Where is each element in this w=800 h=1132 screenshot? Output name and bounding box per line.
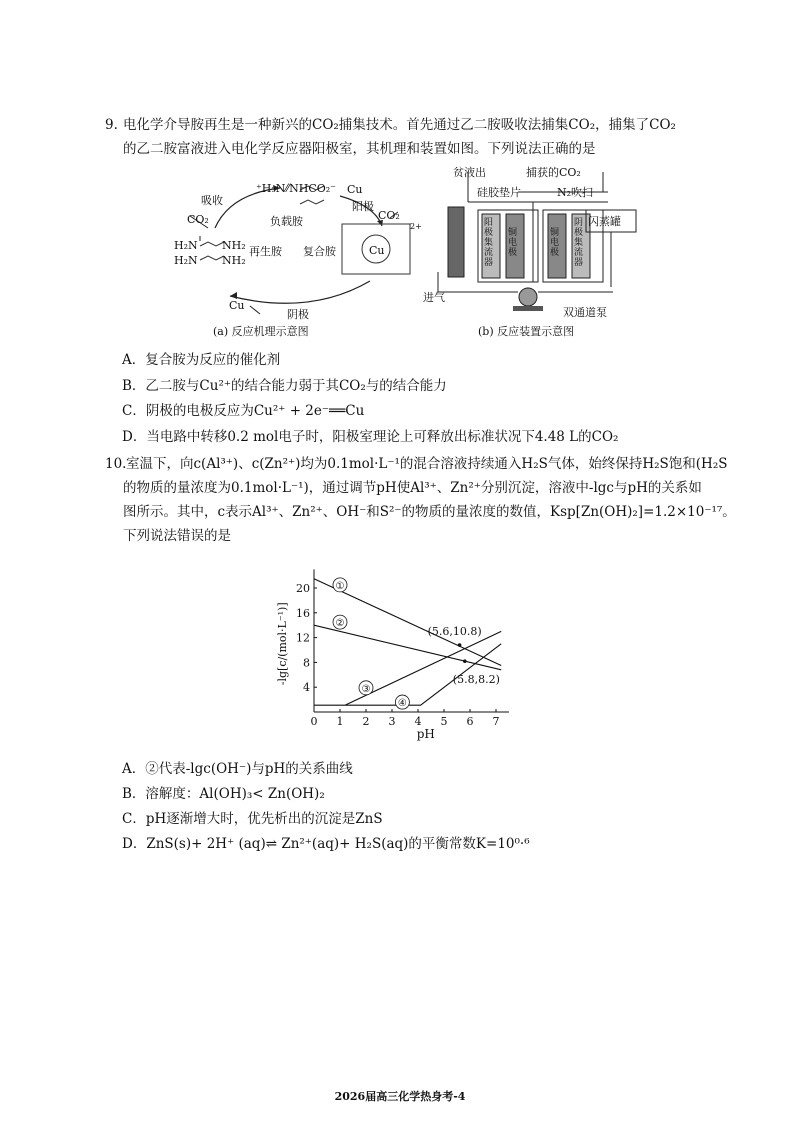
h2n-b: H₂N <box>174 254 198 267</box>
annotation-point <box>458 643 462 647</box>
complex-center-cu: Cu <box>369 244 385 257</box>
copper-electrode-left-label: 铜电极 <box>508 228 518 258</box>
captured-co2-label: 捕获的CO₂ <box>526 166 581 179</box>
y-tick-label: 4 <box>303 681 310 695</box>
figure-b-apparatus <box>418 162 648 317</box>
q10-number: 10. <box>105 456 127 472</box>
x-tick-label: 7 <box>492 715 500 728</box>
option-label: C． <box>122 403 146 419</box>
series-label-3: ③ <box>361 683 371 695</box>
option-text: pH逐渐增大时，优先析出的沉淀是ZnS <box>145 811 383 827</box>
nh2-a: NH₂ <box>222 239 246 252</box>
q9-option-b[interactable] <box>122 377 447 395</box>
x-tick-label: 0 <box>310 715 318 728</box>
option-text: 溶解度：Al(OH)₃< Zn(OH)₂ <box>145 786 325 802</box>
q9-option-c[interactable] <box>122 402 364 420</box>
co2-right-label: CO₂ <box>378 209 400 222</box>
figure-a-caption: (a) 反应机理示意图 <box>213 325 309 338</box>
flash-tank-label: 闪蒸罐 <box>588 215 621 228</box>
gas-in-label: 进气 <box>423 291 445 304</box>
q10-stem-line2: 的物质的量浓度为0.1mol·L⁻¹)，通过调节pH使Al³⁺、Zn²⁺分别沉淀，溶液中-lgc与pH的关系如 <box>123 480 702 496</box>
option-text: 当电路中转移0.2 mol电子时，阳极室理论上可释放出标准状况下4.48 L的CO₂ <box>146 429 619 445</box>
complex-charge: 2+ <box>410 222 422 231</box>
anode-label: 阳极 <box>352 200 374 213</box>
copper-electrode-right-label: 铜电极 <box>550 228 560 258</box>
series-label-2: ② <box>335 618 345 630</box>
lean-out-label: 贫液出 <box>453 166 486 179</box>
q9-stem-line1: 电化学介导胺再生是一种新兴的CO₂捕集技术。首先通过乙二胺吸收法捕集CO₂，捕集了CO₂ <box>123 117 676 133</box>
series-label-1: ① <box>335 580 345 592</box>
x-axis-label: pH <box>416 727 435 741</box>
y-tick-label: 16 <box>296 606 310 620</box>
q9-number: 9. <box>105 117 118 133</box>
option-text: ②代表-lgc(OH⁻)与pH的关系曲线 <box>145 761 353 777</box>
n2-purge-label: N₂吹扫 <box>557 186 594 199</box>
anode-collector-label: 阳极集流器 <box>484 218 494 268</box>
option-label: C． <box>122 811 146 827</box>
q10-option-a[interactable] <box>122 760 353 778</box>
x-tick-label: 5 <box>440 715 448 728</box>
option-label: D． <box>122 836 147 852</box>
q9-stem-line2: 的乙二胺富液进入电化学反应器阳极室，其机理和装置如图。下列说法正确的是 <box>123 141 596 157</box>
silica-pad-label: 硅胶垫片 <box>477 186 521 199</box>
q10-option-b[interactable] <box>122 785 325 803</box>
y-tick-label: 20 <box>296 582 310 595</box>
annotation-label: (5.8,8.2) <box>452 673 500 687</box>
x-tick-label: 6 <box>466 715 474 728</box>
option-label: D． <box>122 429 147 445</box>
q10-option-c[interactable] <box>122 810 383 828</box>
annotation-point <box>463 659 467 663</box>
x-tick-label: 2 <box>362 715 370 728</box>
page-footer: 2026届高三化学热身考-4 <box>334 1090 466 1103</box>
q10-chart <box>270 562 530 752</box>
x-tick-label: 4 <box>414 715 422 728</box>
cathode-collector-label: 阴极集流器 <box>574 218 584 268</box>
x-tick-label: 1 <box>336 715 344 728</box>
cu-top-label: Cu <box>347 183 363 196</box>
q10-option-d[interactable] <box>122 835 530 853</box>
h2n-a: H₂N <box>174 239 198 252</box>
cu-bottom-label: Cu <box>229 299 245 312</box>
absorb-label: 吸收 <box>201 194 223 207</box>
annotation-label: (5.6,10.8) <box>427 625 482 639</box>
option-label: A． <box>122 761 146 777</box>
cathode-label: 阴极 <box>287 308 309 321</box>
q10-stem-line1: 室温下，向c(Al³⁺)、c(Zn²⁺)均为0.1mol·L⁻¹的混合溶液持续通入H₂S气体，始终保持H₂S饱和(H₂S <box>126 456 728 472</box>
regen-amine-label: 再生胺 <box>249 245 282 258</box>
complex-amine-label: 复合胺 <box>303 245 336 258</box>
y-tick-label: 8 <box>303 656 310 670</box>
option-text: 复合胺为反应的催化剂 <box>145 352 281 368</box>
option-label: A． <box>122 352 146 368</box>
option-text: ZnS(s)+ 2H⁺ (aq)⇌ Zn²⁺(aq)+ H₂S(aq)的平衡常数K=10⁰·⁶ <box>146 836 530 852</box>
option-text: 乙二胺与Cu²⁺的结合能力弱于其CO₂与的结合能力 <box>145 378 447 394</box>
figure-b-caption: (b) 反应装置示意图 <box>478 325 575 338</box>
option-label: B． <box>122 378 146 394</box>
nh2-b: NH₂ <box>222 254 246 267</box>
y-axis-label: -lg[c/(mol·L⁻¹)] <box>276 602 289 686</box>
loaded-amine-label: 负载胺 <box>270 215 303 228</box>
q9-option-d[interactable] <box>122 428 618 446</box>
y-tick-label: 12 <box>296 631 310 645</box>
option-label: B． <box>122 786 146 802</box>
q9-option-a[interactable] <box>122 351 280 369</box>
option-text: 阴极的电极反应为Cu²⁺ + 2e⁻══Cu <box>145 403 365 419</box>
co2-left-label: CO₂ <box>187 213 209 226</box>
series-label-4: ④ <box>397 698 407 710</box>
x-tick-label: 3 <box>388 715 396 728</box>
q10-stem-line4: 下列说法错误的是 <box>123 528 231 544</box>
pump-label: 双通道泵 <box>563 306 607 319</box>
q10-stem-line3: 图所示。其中，c表示Al³⁺、Zn²⁺、OH⁻和S²⁻的物质的量浓度的数值，Ksp[Zn(OH)₂]=1.2×10⁻¹⁷。 <box>123 504 736 520</box>
loaded-amine-formula: ⁺H₃N⁄⁄NHCO₂⁻ <box>256 182 336 195</box>
